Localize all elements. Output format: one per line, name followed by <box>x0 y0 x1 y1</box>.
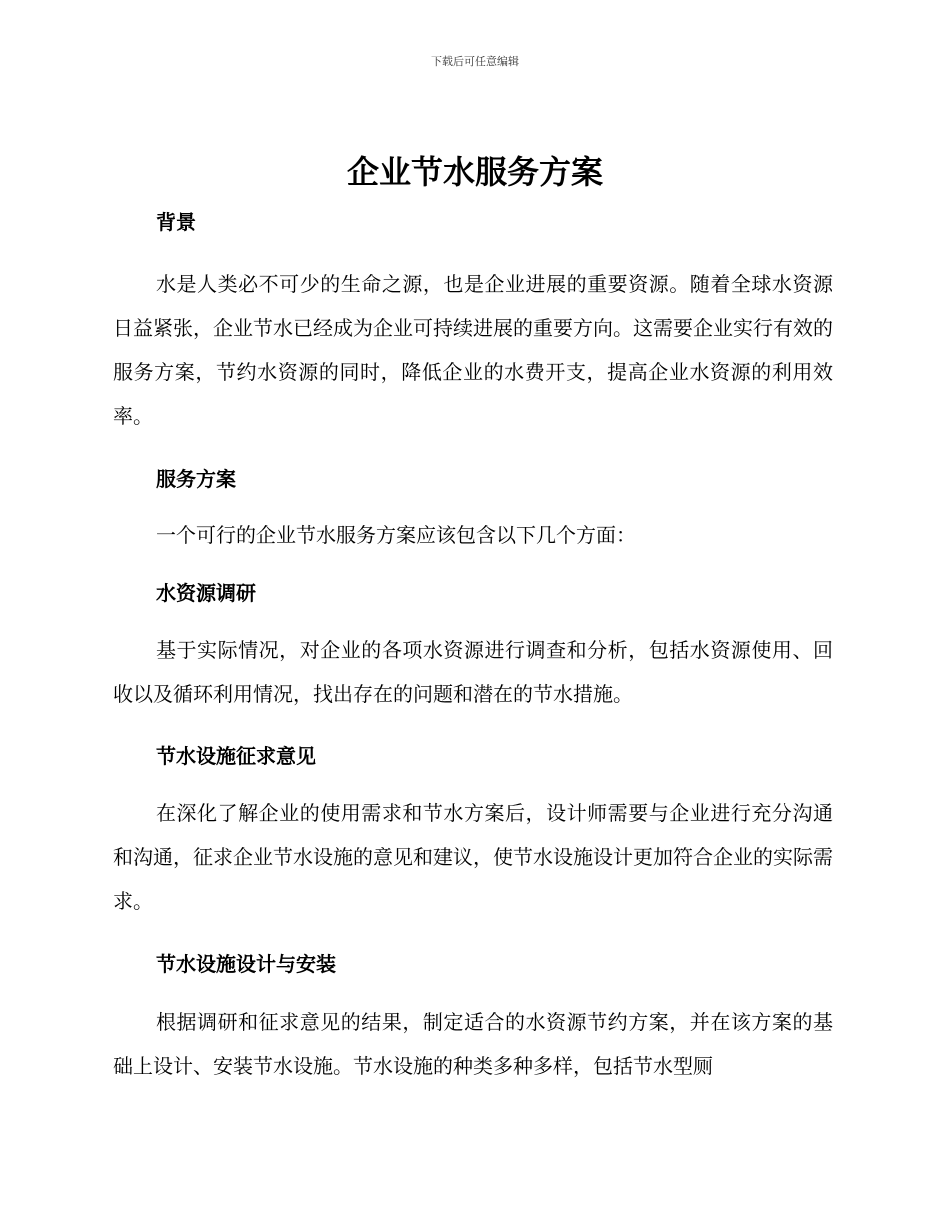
section-paragraph-facility-opinion: 在深化了解企业的使用需求和节水方案后，设计师需要与企业进行充分沟通和沟通，征求企业节水设施的意见和建议，使节水设施设计更加符合企业的实际需求。 <box>113 801 833 913</box>
section-heading-design-install: 节水设施设计与安装 <box>156 952 336 976</box>
section-paragraph-water-survey: 基于实际情况，对企业的各项水资源进行调查和分析，包括水资源使用、回收以及循环利用情况，找出存在的问题和潜在的节水措施。 <box>113 638 833 706</box>
page-header-note: 下载后可任意编辑 <box>431 55 519 68</box>
document-title: 企业节水服务方案 <box>346 153 603 191</box>
section-heading-water-survey: 水资源调研 <box>156 581 256 605</box>
section-paragraph-service-plan: 一个可行的企业节水服务方案应该包含以下几个方面： <box>156 523 636 547</box>
section-paragraph-background: 水是人类必不可少的生命之源，也是企业进展的重要资源。随着全球水资源日益紧张，企业节水已经成为企业可持续进展的重要方向。这需要企业实行有效的服务方案，节约水资源的同时，降低企业的水费开支，提高企业水资源的利用效率。 <box>113 272 833 428</box>
document-body <box>113 205 833 1088</box>
section-heading-background: 背景 <box>156 210 196 234</box>
section-paragraph-design-install: 根据调研和征求意见的结果，制定适合的水资源节约方案，并在该方案的基础上设计、安装节水设施。节水设施的种类多种多样，包括节水型厕 <box>113 1010 833 1078</box>
section-heading-facility-opinion: 节水设施征求意见 <box>156 744 316 768</box>
section-heading-service-plan: 服务方案 <box>156 467 236 491</box>
